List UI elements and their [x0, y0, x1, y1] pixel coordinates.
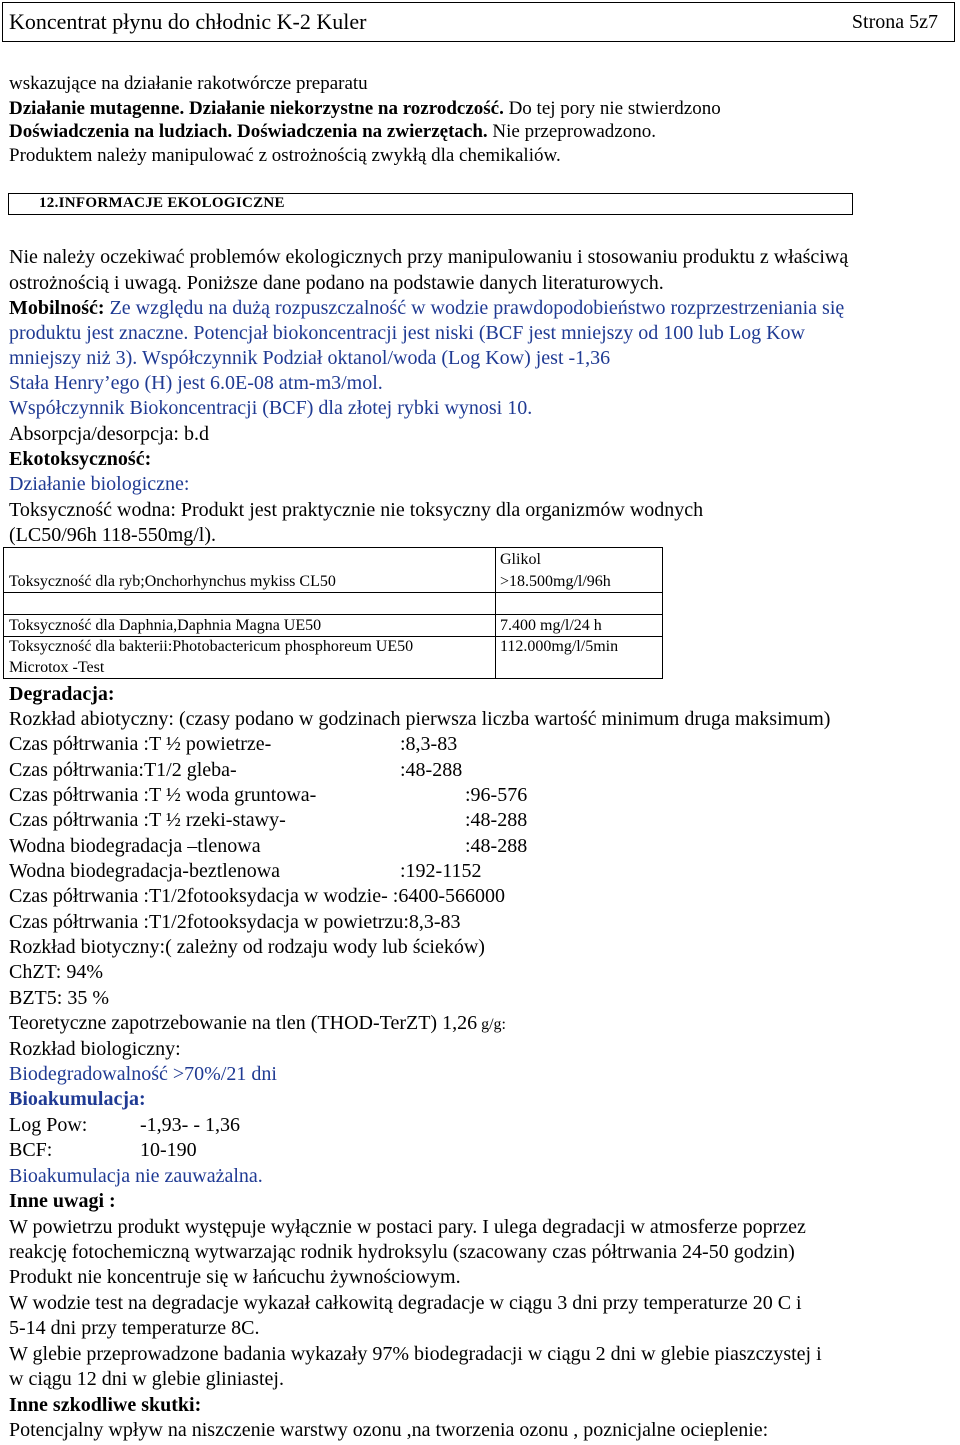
table-divider: [495, 548, 496, 678]
text-line: Czas półtrwania :T1/2fotooksydacja w powietrzu:8,3-83: [9, 911, 461, 933]
table-cell: Toksyczność dla Daphnia,Daphnia Magna UE50: [9, 617, 322, 634]
text-line: Rozkład abiotyczny: (czasy podano w godzinach pierwsza liczba wartość minimum druga maksimum): [9, 708, 831, 730]
degradation-heading: Degradacja:: [9, 683, 115, 705]
table-cell: 112.000mg/l/5min: [500, 638, 619, 655]
text-line: Bioakumulacja nie zauważalna.: [9, 1165, 263, 1187]
other-heading: Inne uwagi :: [9, 1190, 116, 1212]
text-line: Rozkład biologiczny:: [9, 1038, 181, 1060]
halflife-row: Czas półtrwania :T ½ powietrze- :8,3-83: [9, 733, 458, 755]
text-line: Czas półtrwania :T1/2fotooksydacja w wodzie- :6400-566000: [9, 885, 505, 907]
document-title: Koncentrat płynu do chłodnic K-2 Kuler: [9, 9, 367, 34]
table-cell: Toksyczność dla ryb;Onchorhynchus mykiss CL50: [9, 573, 336, 590]
text-line: Toksyczność wodna: Produkt jest praktycznie nie toksyczny dla organizmów wodnych: [9, 499, 704, 521]
text-line: Produkt nie koncentruje się w łańcuchu żywnościowym.: [9, 1266, 461, 1288]
table-cell: Microtox -Test: [9, 659, 105, 676]
text-line: Rozkład biotyczny:( zależny od rodzaju wody lub ścieków): [9, 936, 485, 958]
text-line: Stała Henry’ego (H) jest 6.0E-08 atm-m3/mol.: [9, 372, 383, 394]
text-line: Produktem należy manipulować z ostrożnością zwykłą dla chemikaliów.: [9, 145, 561, 166]
table-divider: [4, 592, 662, 593]
text-line: reakcję fotochemiczną wytwarzając rodnik hydroksylu (szacowany czas półtrwania 24-50 godzin): [9, 1241, 795, 1263]
text-line: Log Pow: -1,93- - 1,36: [9, 1114, 240, 1136]
halflife-row: Wodna biodegradacja-beztlenowa :192-1152: [9, 860, 482, 882]
bioaccumulation-heading: Bioakumulacja:: [9, 1088, 146, 1110]
text-line: produktu jest znaczne. Potencjał biokoncentracji jest niski (BCF jest mniejszy od 100 lub Log Kow: [9, 322, 805, 344]
mobility-line: Mobilność: Ze względu na dużą rozpuszczalność w wodzie prawdopodobieństwo rozprzestrzeniania się: [9, 297, 845, 319]
text-line: Nie należy oczekiwać problemów ekologicznych przy manipulowaniu i stosowaniu produktu z właściwą: [9, 246, 849, 268]
page-header: [2, 2, 955, 42]
page-number: Strona 5z7: [851, 11, 938, 33]
text-line: Działanie mutagenne. Działanie niekorzystne na rozrodczość. Do tej pory nie stwierdzono: [9, 98, 721, 119]
text-line: Absorpcja/desorpcja: b.d: [9, 423, 209, 445]
text-line: W glebie przeprowadzone badania wykazały 97% biodegradacji w ciągu 2 dni w glebie piaszczystej i: [9, 1343, 822, 1365]
halflife-row: Czas półtrwania :T ½ rzeki-stawy- :48-288: [9, 809, 528, 831]
text-line: Współczynnik Biokoncentracji (BCF) dla złotej rybki wynosi 10.: [9, 397, 533, 419]
text-line: ChZT: 94%: [9, 961, 103, 983]
text-line: 5-14 dni przy temperaturze 8C.: [9, 1317, 260, 1339]
text-line: Potencjalny wpływ na niszczenie warstwy ozonu ,na tworzenia ozonu , poznicjalne ocieplenie:: [9, 1419, 769, 1441]
table-header: Glikol: [500, 551, 541, 568]
text-line: wskazujące na działanie rakotwórcze preparatu: [9, 73, 368, 94]
mobility-label: Mobilność:: [9, 297, 105, 319]
halflife-row: Wodna biodegradacja –tlenowa :48-288: [9, 835, 528, 857]
text-line: (LC50/96h 118-550mg/l).: [9, 524, 217, 546]
text-line: Działanie biologiczne:: [9, 473, 190, 495]
table-divider: [4, 636, 662, 637]
table-divider: [4, 614, 662, 615]
text-line: Teoretyczne zapotrzebowanie na tlen (THOD-TerZT) 1,26 g/g:: [9, 1012, 506, 1034]
text-line: ostrożnością i uwagą. Poniższe dane podano na podstawie danych literaturowych.: [9, 272, 664, 294]
text-line: W powietrzu produkt występuje wyłącznie w postaci pary. I ulega degradacji w atmosferze poprzez: [9, 1216, 806, 1238]
toxicity-table: [3, 547, 663, 679]
section-heading-box: [8, 193, 853, 215]
text-line: Biodegradowalność >70%/21 dni: [9, 1063, 277, 1085]
text-line: W wodzie test na degradacje wykazał całkowitą degradacje w ciągu 3 dni przy temperaturze 20 C i: [9, 1292, 802, 1314]
ecotox-heading: Ekotoksyczność:: [9, 448, 152, 470]
text-line: mniejszy niż 3). Współczynnik Podział oktanol/woda (Log Kow) jest -1,36: [9, 347, 611, 369]
table-cell: Toksyczność dla bakterii:Photobactericum phosphoreum UE50: [9, 638, 414, 655]
text-line: w ciągu 12 dni w glebie gliniastej.: [9, 1368, 284, 1390]
halflife-row: Czas półtrwania :T ½ woda gruntowa- :96-576: [9, 784, 528, 806]
section-heading: 12.INFORMACJE EKOLOGICZNE: [39, 195, 285, 211]
harmful-heading: Inne szkodliwe skutki:: [9, 1394, 202, 1416]
table-cell: >18.500mg/l/96h: [500, 573, 611, 590]
text-line: BCF: 10-190: [9, 1139, 197, 1161]
table-cell: 7.400 mg/l/24 h: [500, 617, 602, 634]
text-line: Doświadczenia na ludziach. Doświadczenia na zwierzętach. Nie przeprowadzono.: [9, 121, 656, 142]
text-line: BZT5: 35 %: [9, 987, 109, 1009]
halflife-row: Czas półtrwania:T1/2 gleba- :48-288: [9, 759, 463, 781]
